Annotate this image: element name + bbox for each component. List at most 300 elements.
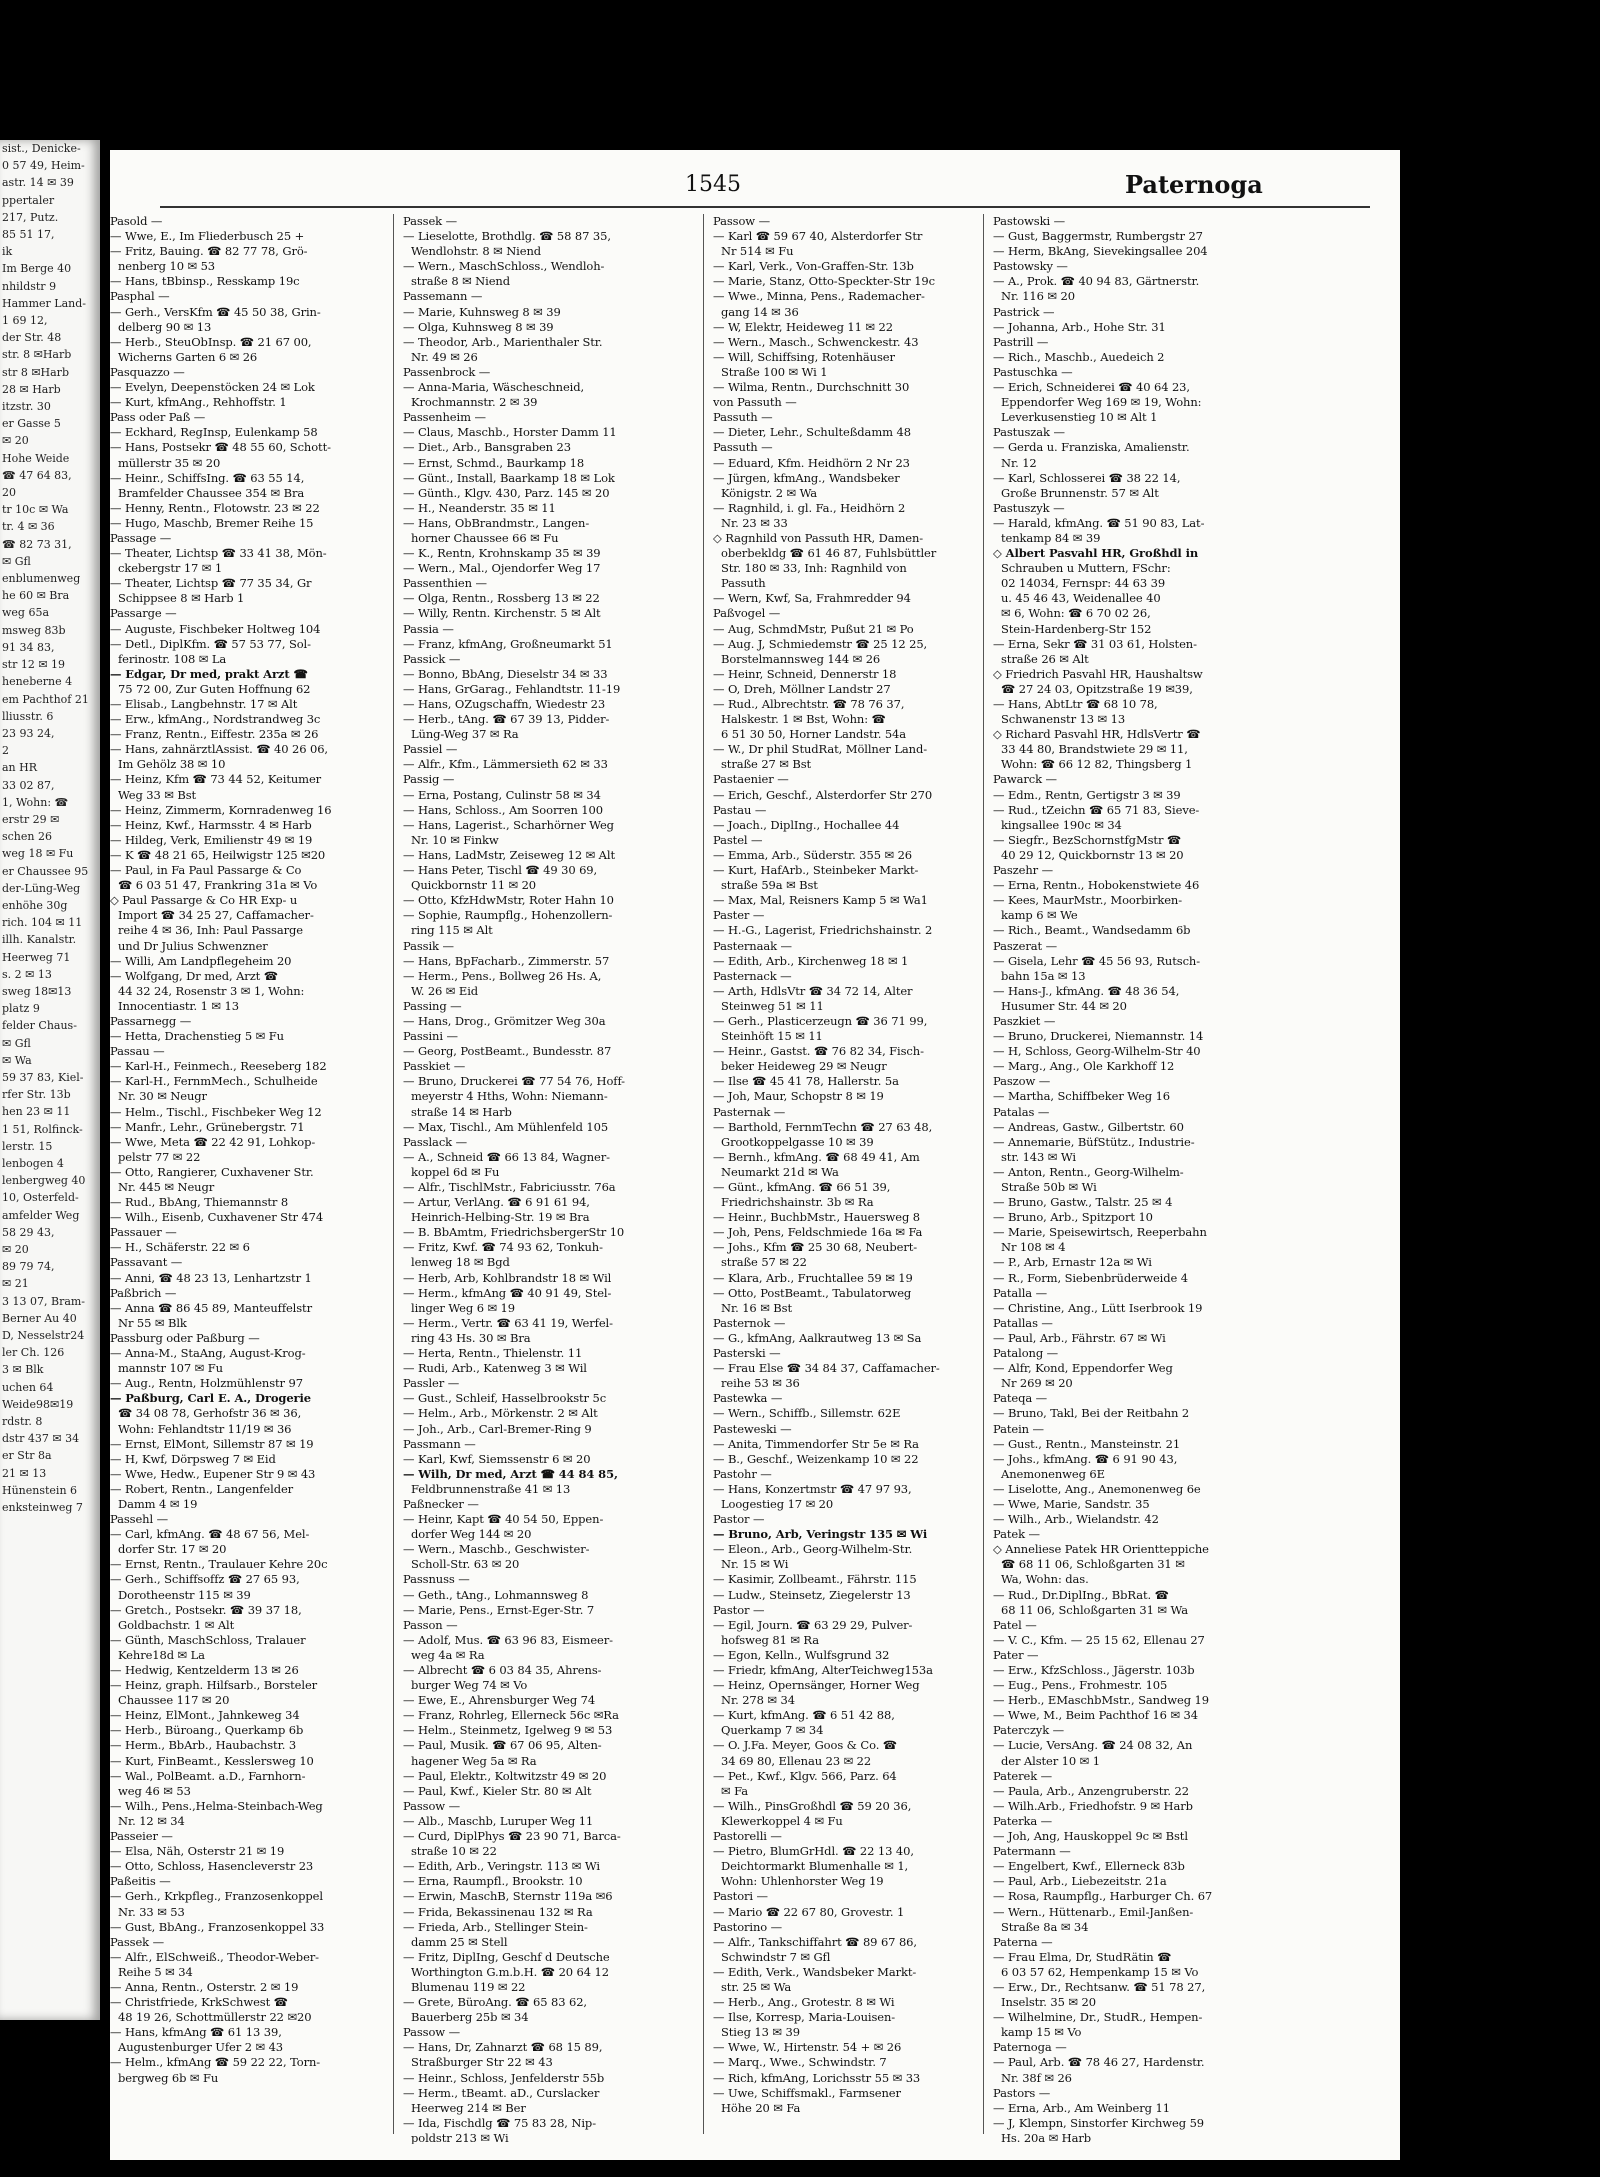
surname-heading: Paterka — [993, 1813, 1053, 1828]
directory-entry: — Heinr., Gastst. ☎ 76 82 34, Fisch- [713, 1044, 924, 1059]
directory-entry: Nr. 12 ✉ 34 [118, 1813, 185, 1828]
surname-heading: Pastuschka — [993, 364, 1073, 379]
directory-entry: — B. BbAmtm, FriedrichsbergerStr 10 [403, 1225, 625, 1240]
surname-heading: Pastowsky — [993, 259, 1068, 274]
directory-entry: — Paul, Musik. ☎ 67 06 95, Alten- [403, 1738, 602, 1753]
surname-heading: Paterek — [993, 1768, 1053, 1783]
directory-entry: — H., Neanderstr. 35 ✉ 11 [403, 500, 556, 515]
directory-entry: — Franz, kfmAng, Großneumarkt 51 [403, 636, 613, 651]
surname-heading: Pastors — [993, 2085, 1051, 2100]
directory-entry: straße 26 ✉ Alt [1001, 651, 1089, 666]
directory-entry: — Helm., Tischl., Fischbeker Weg 12 [110, 1104, 322, 1119]
surname-heading: Patel — [993, 1617, 1037, 1632]
directory-entry: — Heinr, Kapt ☎ 40 54 50, Eppen- [403, 1512, 604, 1527]
previous-page-fragment: ppertaler [2, 193, 55, 207]
directory-entry: Wendlohstr. 8 ✉ Niend [411, 244, 542, 259]
directory-entry: — J, Klempn, Sinstorfer Kirchweg 59 [993, 2115, 1204, 2130]
directory-entry: — Karl, Kwf, Siemssenstr 6 ✉ 20 [403, 1451, 591, 1466]
column-divider [393, 214, 394, 2134]
directory-entry: — Fritz, Kwf. ☎ 74 93 62, Tonkuh- [403, 1240, 603, 1255]
directory-entry: — Franz, Rentn., Eiffestr. 235a ✉ 26 [110, 727, 319, 742]
surname-heading: Pateqa — [993, 1391, 1048, 1406]
directory-entry: kamp 15 ✉ Vo [1001, 2025, 1082, 2040]
directory-entry: — Otto, Schloss, Hasencleverstr 23 [110, 1859, 314, 1874]
surname-heading: Passburg oder Paßburg — [110, 1330, 260, 1345]
surname-heading: Passow — [713, 214, 771, 228]
directory-entry: ◇ Anneliese Patek HR Orientteppiche [993, 1542, 1209, 1557]
directory-entry: — Marg., Ang., Ole Karkhoff 12 [993, 1059, 1175, 1074]
directory-entry: — Hans, BpFacharb., Zimmerstr. 57 [403, 953, 610, 968]
directory-entry: — Günt., Install, Baarkamp 18 ✉ Lok [403, 470, 615, 485]
directory-entry: — Johs., kfmAng. ☎ 6 91 90 43, [993, 1451, 1178, 1466]
directory-entry: straße 8 ✉ Niend [411, 274, 510, 289]
directory-entry: oberbekldg ☎ 61 46 87, Fuhlsbüttler [721, 546, 937, 561]
surname-heading: Pasphal — [110, 289, 170, 304]
surname-heading: Passuth — [713, 410, 773, 425]
surname-heading: Patalong — [993, 1346, 1059, 1361]
directory-entry: — Erw., Dr., Rechtsanw. ☎ 51 78 27, [993, 1979, 1206, 1994]
directory-entry: — Anna, Rentn., Osterstr. 2 ✉ 19 [110, 1979, 299, 1994]
directory-entry: Klewerkoppel 4 ✉ Fu [721, 1813, 843, 1828]
directory-entry: Nr 269 ✉ 20 [1001, 1376, 1073, 1391]
directory-entry: — Wilma, Rentn., Durchschnitt 30 [713, 380, 910, 395]
directory-entry: ☎ 68 11 06, Schloßgarten 31 ✉ [1001, 1557, 1185, 1572]
directory-entry: Nr. 30 ✉ Neugr [118, 1089, 207, 1104]
directory-entry: — Wilh., PinsGroßhdl ☎ 59 20 36, [713, 1798, 912, 1813]
surname-heading: Passia — [403, 621, 454, 636]
directory-entry: Nr. 15 ✉ Wi [721, 1557, 789, 1572]
previous-page-fragment: Heerweg 71 [2, 950, 71, 964]
directory-entry: — Will, Schiffsing, Rotenhäuser [713, 349, 895, 364]
directory-entry: ferinostr. 108 ✉ La [118, 651, 227, 666]
previous-page-fragment: 3 ✉ Blk [2, 1363, 44, 1377]
surname-heading: Pasternack — [713, 968, 792, 983]
directory-entry: — Herb., Büroang., Querkamp 6b [110, 1723, 304, 1738]
directory-entry: Stein-Hardenberg-Str 152 [1001, 621, 1152, 636]
directory-entry: — Bonno, BbAng, Dieselstr 34 ✉ 33 [403, 666, 608, 681]
previous-page-fragment: an HR [2, 761, 38, 775]
directory-entry: — Gust, Baggermstr, Rumbergstr 27 [993, 229, 1203, 244]
directory-entry: — Günt., kfmAng. ☎ 66 51 39, [713, 1180, 891, 1194]
directory-entry: — Herm., BbArb., Haubachstr. 3 [110, 1738, 297, 1753]
directory-entry: — Marie, Stanz, Otto-Speckter-Str 19c [713, 274, 935, 289]
surname-heading: Pastel — [713, 832, 763, 847]
directory-entry: — Grete, BüroAng. ☎ 65 83 62, [403, 1995, 587, 2010]
surname-heading: Pawarck — [993, 772, 1057, 787]
directory-entry: — Uwe, Schiffsmakl., Farmsener [713, 2085, 901, 2100]
directory-entry: ✉ 6, Wohn: ☎ 6 70 02 26, [1001, 606, 1151, 621]
directory-entry: Nr. 278 ✉ 34 [721, 1693, 795, 1708]
previous-page-fragment: he 60 ✉ Bra [2, 589, 70, 603]
directory-entry: — Hans, Postsekr ☎ 48 55 60, Schott- [110, 440, 331, 455]
previous-page-fragment: 1, Wohn: ☎ [2, 795, 69, 809]
previous-page-fragment: schen 26 [2, 830, 52, 844]
directory-entry: W. 26 ✉ Eid [411, 983, 479, 998]
directory-entry: — Emma, Arb., Süderstr. 355 ✉ 26 [713, 847, 913, 862]
directory-entry: — Kurt, kfmAng., Rehhoffstr. 1 [110, 395, 287, 410]
directory-entry: — Anna-Maria, Wäscheschneid, [403, 380, 585, 395]
directory-entry: — Willi, Am Landpflegeheim 20 [110, 953, 292, 968]
directory-entry: — B., Geschf., Weizenkamp 10 ✉ 22 [713, 1451, 919, 1466]
directory-entry: — Erw., KfzSchloss., Jägerstr. 103b [993, 1663, 1195, 1677]
directory-entry: — Georg, PostBeamt., Bundesstr. 87 [403, 1044, 612, 1059]
previous-page-fragment: amfelder Weg [2, 1208, 80, 1222]
directory-entry: — Paul, Arb., Fährstr. 67 ✉ Wi [993, 1330, 1166, 1345]
surname-heading: Passow — [403, 1798, 461, 1813]
directory-entry: Passuth [721, 576, 766, 591]
directory-entry: Schwanenstr 13 ✉ 13 [1001, 712, 1126, 727]
previous-page-fragment: 1 51, Rolfinck- [2, 1122, 83, 1136]
surname-heading: Pasternak — [713, 1104, 786, 1119]
directory-entry: — Harald, kfmAng. ☎ 51 90 83, Lat- [993, 515, 1205, 530]
directory-entry: — Paul, in Fa Paul Passarge & Co [110, 863, 302, 878]
previous-page-fragment: Hammer Land- [2, 296, 86, 310]
directory-entry: — Erw., kfmAng., Nordstrandweg 3c [110, 712, 321, 727]
directory-entry: — W., Dr phil StudRat, Möllner Land- [713, 742, 928, 757]
previous-page-fragment: ✉ 20 [2, 1243, 29, 1256]
directory-entry: Anemonenweg 6E [1001, 1466, 1105, 1481]
previous-page-fragment: str 12 ✉ 19 [2, 658, 66, 672]
surname-heading: Passon — [403, 1617, 458, 1632]
directory-entry: — Wilh., Arb., Wielandstr. 42 [993, 1512, 1159, 1527]
directory-entry: Krochmannstr. 2 ✉ 39 [411, 395, 538, 410]
surname-heading: Pastori — [713, 1889, 768, 1904]
directory-entry: Reihe 5 ✉ 34 [118, 1964, 193, 1979]
directory-entry: bahn 15a ✉ 13 [1001, 968, 1086, 983]
directory-entry: straße 57 ✉ 22 [721, 1255, 807, 1270]
surname-heading: Passing — [403, 998, 462, 1013]
directory-page [110, 150, 1400, 2160]
previous-page-fragment: 59 37 83, Kiel- [2, 1070, 84, 1084]
previous-page-fragment: sweg 18✉13 [2, 984, 72, 998]
directory-entry: — Herb., SteuObInsp. ☎ 21 67 00, [110, 334, 312, 349]
directory-entry: — Heinr, Schneid, Dennerstr 18 [713, 666, 897, 681]
directory-entry: — Bruno, Arb., Spitzport 10 [993, 1210, 1153, 1225]
directory-entry: 6 03 57 62, Hempenkamp 15 ✉ Vo [1001, 1964, 1199, 1979]
previous-page-fragment: ✉ 20 [2, 434, 29, 448]
directory-entry: — Kurt, FinBeamt., Kesslersweg 10 [110, 1753, 314, 1768]
directory-entry: — Herb., EMaschbMstr., Sandweg 19 [993, 1693, 1209, 1708]
directory-entry: — A., Schneid ☎ 66 13 84, Wagner- [403, 1149, 610, 1164]
directory-entry: — Gerh., Krkpfleg., Franzosenkoppel [110, 1889, 323, 1904]
column-1 [110, 214, 385, 2144]
directory-entry: Nr. 23 ✉ 33 [721, 515, 788, 530]
directory-entry: — Ernst, Schmd., Baurkamp 18 [403, 455, 585, 470]
directory-entry: — Adolf, Mus. ☎ 63 96 83, Eismeer- [403, 1632, 613, 1647]
directory-entry: — Geth., tAng., Lohmannsweg 8 [403, 1587, 589, 1602]
surname-heading: Paßvogel — [713, 606, 781, 621]
column-3 [713, 214, 988, 2144]
directory-entry: — Frau Else ☎ 34 84 37, Caffamacher- [713, 1361, 940, 1376]
directory-entry: — Ludw., Steinsetz, Ziegelerstr 13 [713, 1587, 911, 1602]
directory-entry: Lüng-Weg 37 ✉ Ra [411, 727, 519, 742]
directory-entry: — Otto, PostBeamt., Tabulatorweg [713, 1285, 912, 1300]
directory-entry: poldstr 213 ✉ Wi [411, 2130, 509, 2144]
directory-entry: — Herb., Ang., Grotestr. 8 ✉ Wi [713, 1995, 895, 2010]
directory-entry: — Edgar, Dr med, prakt Arzt ☎ [110, 666, 308, 681]
directory-entry: — Annemarie, BüfStütz., Industrie- [993, 1134, 1195, 1149]
directory-entry: — O. J.Fa. Meyer, Goos & Co. ☎ [713, 1738, 898, 1753]
surname-heading: Passarge — [110, 606, 177, 621]
surname-heading: Patek — [993, 1527, 1040, 1542]
previous-page-fragment: der Str. 48 [2, 331, 62, 345]
directory-entry: — Max, Tischl., Am Mühlenfeld 105 [403, 1119, 609, 1134]
previous-page-fragment: 33 02 87, [2, 778, 55, 792]
directory-entry: — Erwin, MaschB, Sternstr 119a ✉6 [403, 1889, 613, 1904]
directory-entry: — Helm., Arb., Mörkenstr. 2 ✉ Alt [403, 1406, 598, 1421]
directory-entry: Kehre18d ✉ La [118, 1647, 205, 1662]
header-rule [160, 206, 1370, 208]
surname-heading: Pastohr — [713, 1466, 772, 1481]
previous-page-fragment: Im Berge 40 [2, 262, 72, 276]
directory-entry: Chaussee 117 ✉ 20 [118, 1693, 230, 1708]
surname-heading: Patermann — [993, 1844, 1071, 1859]
surname-heading: Pastor — [713, 1512, 765, 1527]
previous-page-fragment: 2 [2, 744, 9, 758]
directory-entry: — Hans, Drog., Grömitzer Weg 30a [403, 1013, 606, 1028]
directory-entry: gang 14 ✉ 36 [721, 304, 799, 319]
directory-entry: — Jürgen, kfmAng., Wandsbeker [713, 470, 900, 485]
directory-entry: nenberg 10 ✉ 53 [118, 259, 216, 274]
previous-page-fragment: platz 9 [2, 1002, 40, 1016]
directory-entry: — Aug., Rentn, Holzmühlenstr 97 [110, 1376, 303, 1391]
directory-entry: pelstr 77 ✉ 22 [118, 1149, 201, 1164]
directory-entry: — Elisab., Langbehnstr. 17 ✉ Alt [110, 697, 298, 711]
previous-page-fragment: enksteinweg 7 [2, 1501, 83, 1515]
directory-entry: — Otto, KfzHdwMstr, Roter Hahn 10 [403, 893, 614, 908]
previous-page-fragment: ☎ 47 64 83, [2, 468, 72, 482]
directory-entry: Nr. 49 ✉ 26 [411, 349, 478, 364]
surname-heading: Paßeitis — [110, 1874, 171, 1889]
page-number: 1545 [685, 172, 741, 197]
directory-entry: — Ragnhild, i. gl. Fa., Heidhörn 2 [713, 500, 906, 515]
directory-entry: — P., Arb, Ernastr 12a ✉ Wi [993, 1255, 1152, 1270]
previous-page-fragment: tr 10c ✉ Wa [2, 503, 69, 517]
surname-heading: Paterczyk — [993, 1723, 1065, 1738]
directory-entry: — W, Elektr, Heideweg 11 ✉ 22 [713, 319, 893, 334]
directory-entry: Neumarkt 21d ✉ Wa [721, 1164, 839, 1179]
previous-page-fragment: Hohe Weide [2, 451, 70, 465]
surname-heading: Paszkiet — [993, 1013, 1056, 1028]
directory-entry: — Herm, BkAng, Sievekingsallee 204 [993, 244, 1208, 259]
surname-heading: Pasold — [110, 214, 163, 228]
directory-entry: Innocentiastr. 1 ✉ 13 [118, 998, 239, 1013]
previous-page-fragment: tr. 4 ✉ 36 [2, 520, 55, 534]
directory-entry: straße 59a ✉ Bst [721, 878, 818, 893]
previous-page-fragment: ✉ Wa [2, 1053, 32, 1067]
surname-heading: Pasquazzo — [110, 364, 185, 379]
surname-heading: Passek — [403, 214, 458, 228]
previous-page-fragment: 23 93 24, [2, 726, 55, 740]
directory-entry: ◇ Ragnhild von Passuth HR, Damen- [713, 530, 924, 545]
directory-entry: — Martha, Schiffbeker Weg 16 [993, 1089, 1171, 1104]
directory-entry: Große Brunnenstr. 57 ✉ Alt [1001, 485, 1159, 500]
directory-entry: — Herm., kfmAng ☎ 40 91 49, Stel- [403, 1285, 612, 1300]
directory-entry: — Edith, Verk., Wandsbeker Markt- [713, 1964, 917, 1979]
directory-entry: Husumer Str. 44 ✉ 20 [1001, 998, 1127, 1013]
directory-entry: — Diet., Arb., Bansgraben 23 [403, 440, 571, 455]
surname-heading: Pastuszyk — [993, 500, 1065, 515]
directory-entry: — Albrecht ☎ 6 03 84 35, Ahrens- [403, 1663, 602, 1677]
surname-heading: Pastorelli — [713, 1829, 782, 1844]
directory-entry: Borstelmannsweg 144 ✉ 26 [721, 651, 881, 666]
directory-entry: — Erich, Schneiderei ☎ 40 64 23, [993, 380, 1190, 395]
column-divider [703, 214, 704, 2134]
directory-entry: Nr. 33 ✉ 53 [118, 1904, 185, 1919]
surname-heading: Pasternaak — [713, 938, 792, 953]
directory-entry: — Kasimir, Zollbeamt., Fährstr. 115 [713, 1572, 917, 1587]
previous-page-strip [0, 140, 100, 2020]
surname-heading: Paßnecker — [403, 1496, 479, 1511]
directory-entry: — Auguste, Fischbeker Holtweg 104 [110, 621, 321, 636]
column-divider [983, 214, 984, 2134]
previous-page-fragment: lerstr. 15 [2, 1139, 53, 1153]
directory-entry: — Edm., Rentn, Gertigstr 3 ✉ 39 [993, 787, 1181, 802]
directory-entry: ◇ Albert Pasvahl HR, Großhdl in [993, 546, 1199, 561]
directory-entry: — Ida, Fischdlg ☎ 75 83 28, Nip- [403, 2115, 596, 2130]
directory-entry: — Joh, Maur, Schopstr 8 ✉ 19 [713, 1089, 884, 1104]
directory-entry: Blumenau 119 ✉ 22 [411, 1979, 526, 1994]
directory-entry: — Andreas, Gastw., Gilbertstr. 60 [993, 1119, 1184, 1134]
directory-entry: — Ilse ☎ 45 41 78, Hallerstr. 5a [713, 1074, 899, 1089]
directory-entry: — Heinz, Zimmerm, Kornradenweg 16 [110, 802, 332, 817]
surname-heading: Passehl — [110, 1512, 169, 1527]
directory-entry: — Klara, Arb., Fruchtallee 59 ✉ 19 [713, 1270, 913, 1285]
surname-heading: Paster — [713, 908, 765, 923]
directory-entry: Wohn: Uhlenhorster Weg 19 [721, 1874, 884, 1889]
directory-entry: — Joh., Arb., Carl-Bremer-Ring 9 [403, 1421, 592, 1436]
previous-page-fragment: 28 ✉ Harb [2, 382, 61, 396]
directory-entry: — Karl-H., Feinmech., Reeseberg 182 [110, 1059, 327, 1074]
directory-entry: — Wwe, Hedw., Eupener Str 9 ✉ 43 [110, 1466, 316, 1481]
directory-entry: Eppendorfer Weg 169 ✉ 19, Wohn: [1001, 395, 1202, 410]
directory-entry: — Wwe, E., Im Fliederbusch 25 + [110, 229, 305, 244]
directory-entry: Nr. 116 ✉ 20 [1001, 289, 1075, 304]
directory-entry: — Kees, MaurMstr., Moorbirken- [993, 893, 1183, 908]
directory-entry: Nr 55 ✉ Blk [118, 1315, 187, 1330]
directory-entry: — Anni, ☎ 48 23 13, Lenhartzstr 1 [110, 1270, 312, 1285]
directory-entry: — Alfr., ElSchweiß., Theodor-Weber- [110, 1949, 319, 1964]
directory-entry: — Ilse, Korresp, Maria-Louisen- [713, 2010, 896, 2025]
directory-entry: — Erna, Sekr ☎ 31 03 61, Holsten- [993, 636, 1197, 651]
surname-heading: Passavant — [110, 1255, 183, 1270]
directory-entry: ring 43 Hs. 30 ✉ Bra [411, 1330, 531, 1345]
surname-heading: Pastaenier — [713, 772, 789, 787]
surname-heading: Pater — [993, 1647, 1039, 1662]
directory-entry: — Gerh., VersKfm ☎ 45 50 38, Grin- [110, 304, 321, 319]
surname-heading: Passau — [110, 1044, 165, 1059]
directory-entry: ☎ 34 08 78, Gerhofstr 36 ✉ 36, [118, 1406, 302, 1421]
directory-entry: Deichtormarkt Blumenhalle ✉ 1, [721, 1859, 909, 1874]
directory-entry: Nr 108 ✉ 4 [1001, 1240, 1066, 1255]
surname-heading: Pastau — [713, 802, 767, 817]
surname-heading: Passiel — [403, 742, 458, 757]
directory-entry: — Rud., Dr.DiplIng., BbRat. ☎ [993, 1587, 1169, 1602]
directory-entry: — Johanna, Arb., Hohe Str. 31 [993, 319, 1166, 334]
directory-entry: — Rosa, Raumpflg., Harburger Ch. 67 [993, 1889, 1213, 1904]
directory-entry: Goldbachstr. 1 ✉ Alt [118, 1617, 235, 1632]
directory-entry: — Gust., Schleif, Hasselbrookstr 5c [403, 1391, 607, 1406]
directory-entry: — Kurt, HafArb., Steinbeker Markt- [713, 863, 919, 878]
directory-entry: Heinrich-Helbing-Str. 19 ✉ Bra [411, 1210, 590, 1225]
directory-entry: — Rich., Maschb., Auedeich 2 [993, 349, 1165, 364]
directory-entry: — Lieselotte, Brothdlg. ☎ 58 87 35, [403, 229, 611, 244]
directory-entry: Hs. 20a ✉ Harb [1001, 2130, 1092, 2144]
directory-entry: Heerweg 214 ✉ Ber [411, 2100, 526, 2115]
directory-entry: — Heinz, Opernsänger, Horner Weg [713, 1678, 920, 1693]
directory-entry: — Helm., kfmAng ☎ 59 22 22, Torn- [110, 2055, 321, 2070]
directory-entry: bergweg 6b ✉ Fu [118, 2070, 219, 2085]
directory-entry: — Hans, kfmAng ☎ 61 13 39, [110, 2025, 282, 2040]
directory-entry: — Bruno, Gastw., Talstr. 25 ✉ 4 [993, 1195, 1173, 1210]
previous-page-fragment: uchen 64 [2, 1380, 54, 1394]
directory-entry: und Dr Julius Schwenzner [118, 938, 268, 953]
previous-page-fragment: astr. 14 ✉ 39 [2, 176, 74, 190]
directory-entry: ☎ 6 03 51 47, Frankring 31a ✉ Vo [118, 878, 318, 893]
directory-entry: — Edith, Arb., Veringstr. 113 ✉ Wi [403, 1859, 600, 1874]
directory-entry: — Paul, Arb. ☎ 78 46 27, Hardenstr. [993, 2055, 1205, 2070]
directory-entry: — Christfriede, KrkSchwest ☎ [110, 1995, 288, 2010]
directory-entry: hofsweg 81 ✉ Ra [721, 1632, 820, 1647]
directory-entry: 48 19 26, Schottmüllerstr 22 ✉20 [118, 2010, 312, 2025]
directory-entry: 40 29 12, Quickbornstr 13 ✉ 20 [1001, 847, 1184, 862]
surname-heading: Pastrill — [993, 334, 1049, 349]
column-4 [993, 214, 1268, 2144]
directory-entry: ◇ Paul Passarge & Co HR Exp- u [110, 893, 298, 908]
directory-entry: straße 10 ✉ 22 [411, 1844, 497, 1859]
directory-entry: — Dieter, Lehr., Schulteßdamm 48 [713, 425, 911, 440]
directory-entry: — Alfr., TischlMstr., Fabriciusstr. 76a [403, 1180, 616, 1194]
directory-entry: — Eleon., Arb., Georg-Wilhelm-Str. [713, 1542, 913, 1557]
directory-entry: Schwindstr 7 ✉ Gfl [721, 1949, 831, 1964]
directory-entry: — Fritz, DiplIng, Geschf d Deutsche [403, 1949, 610, 1964]
directory-entry: — Curd, DiplPhys ☎ 23 90 71, Barca- [403, 1829, 621, 1844]
directory-entry: — Erna, Rentn., Hobokenstwiete 46 [993, 878, 1200, 893]
surname-heading: Patein — [993, 1421, 1044, 1436]
column-2 [403, 214, 678, 2144]
directory-entry: — Rud., Albrechtstr. ☎ 78 76 37, [713, 697, 905, 711]
previous-page-fragment: 20 [2, 486, 16, 500]
directory-entry: Str. 180 ✉ 33, Inh: Ragnhild von [721, 561, 907, 576]
surname-heading: Passkiet — [403, 1059, 466, 1074]
directory-entry: — Erna, Arb., Am Weinberg 11 [993, 2100, 1170, 2115]
directory-entry: 33 44 80, Brandstwiete 29 ✉ 11, [1001, 742, 1188, 757]
directory-entry: — Theater, Lichtsp ☎ 77 35 34, Gr [110, 576, 312, 591]
surname-heading: Pastewka — [713, 1391, 783, 1406]
directory-entry: — Heinr., SchiffsIng. ☎ 63 55 14, [110, 470, 305, 485]
directory-entry: — Frida, Bekassinenau 132 ✉ Ra [403, 1904, 593, 1919]
surname-heading: Passemann — [403, 289, 483, 304]
previous-page-fragment: illh. Kanalstr. [2, 933, 77, 947]
directory-entry: Steinweg 51 ✉ 11 [721, 998, 824, 1013]
directory-entry: mannstr 107 ✉ Fu [118, 1361, 223, 1376]
directory-entry: — Wilh., Eisenb, Cuxhavener Str 474 [110, 1210, 324, 1225]
directory-entry: — Franz, Rohrleg, Ellerneck 56c ✉Ra [403, 1708, 619, 1723]
directory-entry: — Hans-J., kfmAng. ☎ 48 36 54, [993, 983, 1180, 998]
directory-entry: — Liselotte, Ang., Anemonenweg 6e [993, 1481, 1201, 1496]
directory-entry: straße 27 ✉ Bst [721, 757, 812, 772]
surname-heading: Paterna — [993, 1934, 1053, 1949]
directory-entry: — Heinz, graph. Hilfsarb., Borsteler [110, 1678, 318, 1693]
previous-page-fragment: ✉ Gfl [2, 1036, 31, 1050]
surname-heading: von Passuth — [713, 395, 797, 410]
surname-heading: Passeier — [110, 1829, 173, 1844]
directory-entry: — H., Schäferstr. 22 ✉ 6 [110, 1240, 250, 1255]
directory-entry: — Theater, Lichtsp ☎ 33 41 38, Mön- [110, 546, 327, 561]
directory-entry: — Wwe., Minna, Pens., Rademacher- [713, 289, 925, 304]
directory-entry: Wa, Wohn: das. [1001, 1572, 1089, 1587]
previous-page-fragment: ik [2, 245, 13, 259]
